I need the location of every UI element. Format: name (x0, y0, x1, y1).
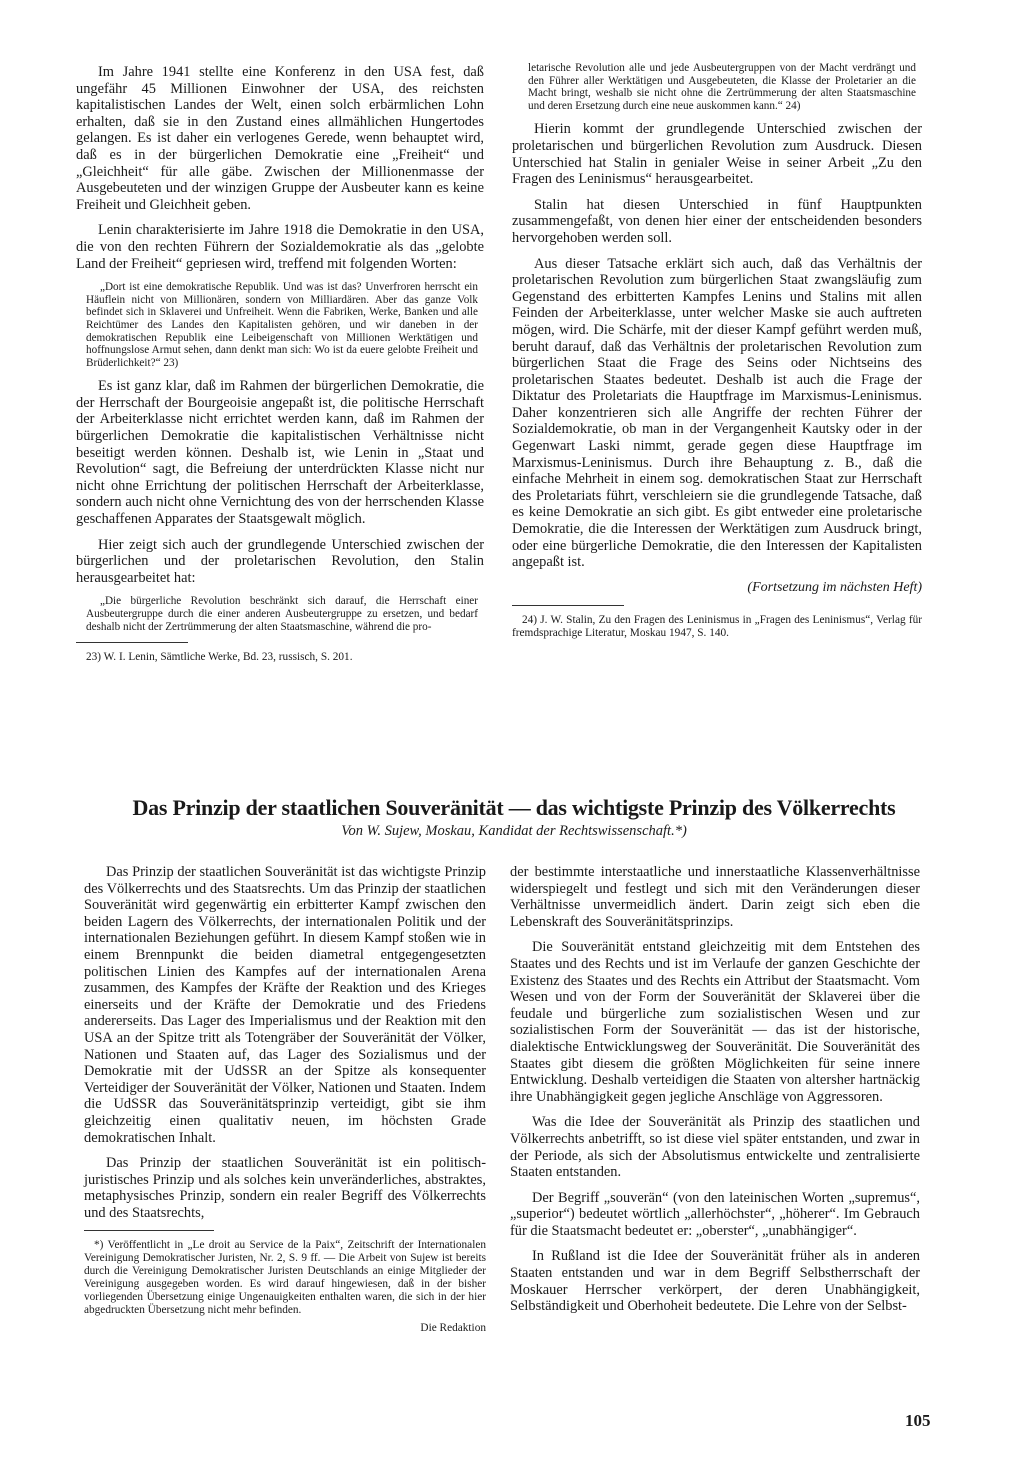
quote-text: „Die bürgerliche Revolution beschränkt sich darauf, die Herrschaft einer Ausbeutergruppe durch die einer anderen Ausbeutergruppe zu ersetzen, und bedarf deshalb nicht der Zertrümmerung der alten Staatsmaschine, während die pro- (86, 595, 478, 633)
footnote-23 (76, 651, 484, 664)
paragraph: der bestimmte interstaatliche und innerstaatliche Klassenverhältnisse widerspiegelt und festlegt und sich mit den Veränderungen dieser Verhältnisse unvermeidlich ändert. Darin zeigt sich eben die Lebenskraft des Souveränitätsprinzips. (510, 864, 920, 930)
footnote-text: 24) J. W. Stalin, Zu den Fragen des Leninismus in „Fragen des Leninismus“, Verlag für fremdsprachige Literatur, Moskau 1947, S. 140. (512, 614, 922, 640)
paragraph: Stalin hat diesen Unterschied in fünf Hauptpunkten zusammengefaßt, von denen hier einer der entscheidenden besonders hervorgehoben werden soll. (512, 196, 922, 246)
page-number: 105 (905, 1411, 931, 1430)
continuation-note: (Fortsetzung im nächsten Heft) (747, 579, 922, 595)
paragraph: Das Prinzip der staatlichen Souveränität ist ein politisch-juristisches Prinzip und als solches kein unveränderliches, abstraktes, metaphysisches Prinzip, sondern ein realer Begriff des Völkerrechts und des Staatsrechts, (84, 1155, 486, 1221)
editor-signature: Die Redaktion (420, 1322, 486, 1335)
top-right-column (512, 62, 922, 640)
paragraph: Aus dieser Tatsache erklärt sich auch, daß das Verhältnis der proletarischen Revolution zum bürgerlichen Staat zwangsläufig zum Gegenstand des erbitterten Kampfes Lenins und Stalins mit allen Feinden der Arbeiterklasse, unter welcher Maske sie auch auftreten mögen, wird. Die Schärfe, mit der dieser Kampf geführt werden muß, beruht darauf, daß das Verhältnis der proletarischen Revolution zum bürgerlichen Staat die Frage des Seins oder Nichtseins des proletarischen Staates bedeutet. Deshalb ist auch die Frage der Diktatur des Proletariats die Hauptfrage im Marxismus-Leninismus. Daher konzentrieren sich alle Angriffe der rechten Führer der Sozialdemokratie, ob man in der Vergangenheit Kautsky oder in der Gegenwart Laski nimmt, gerade gegen diese Hauptfrage im Marxismus-Leninismus. Durch ihre Behauptung z. B., daß die einfache Mehrheit in einem sog. demokratischen Staat zur Herrschaft des Proletariats führt, verschleiern sie die grundlegende Tatsache, daß es keine Demokratie an sich gibt. Es gibt entweder eine proletarische Demokratie, die die Interessen der Werktätigen zum Ausdruck bringt, oder eine bürgerliche Demokratie, die den Interessen der Kapitalisten angepaßt ist. (512, 255, 922, 571)
footnote-divider (84, 1230, 214, 1231)
paragraph: Was die Idee der Souveränität als Prinzip des staatlichen und Völkerrechts anbetrifft, so ist diese viel später entstanden, und zwar in der Periode, als sich der Absolutismus entwickelte und zentralisierte Staaten entstanden. (510, 1114, 920, 1181)
footnote-star (84, 1239, 486, 1317)
footnote-text: 23) W. I. Lenin, Sämtliche Werke, Bd. 23, russisch, S. 201. (86, 651, 353, 664)
paragraph: Der Begriff „souverän“ (von den lateinischen Worten „supremus“, „superior“) bedeutet wörtlich „allerhöchster“, „höherer“. Im Gebrauch für die Staatsmacht bedeutet er: „oberster“, „unabhängiger“. (510, 1189, 920, 1239)
paragraph: Das Prinzip der staatlichen Souveränität ist das wichtigste Prinzip des Völkerrechts und des Staatsrechts. Um das Prinzip der staatlichen Souveränität wird gegenwärtig ein erbitterter Kampf zwischen den beiden Lagern des Völkerrechts, der internationalen Politik und der internationalen Beziehungen geführt. In diesem Kampf stoßen wie in einem Brennpunkt die beiden diametral entgegengesetzten politischen Linien des Kampfes auf der internationalen Arena zusammen, des Kampfes der Kräfte der Reaktion und des Krieges einerseits und der Kräfte der Demokratie und des Friedens andererseits. Das Lager des Imperialismus und der Reaktion mit den USA an der Spitze tritt als Totengräber der Souveränität der Völker, Nationen und Staaten auf, das Lager des Sozialismus und der Demokratie mit der UdSSR an der Spitze als konsequenter Verteidiger der Souveränität der Völker, Nationen und Staaten. Indem die UdSSR das Souveränitätsprinzip verteidigt, gibt sie ihm gleichzeitig einen qualitativ neuen, im höchsten Grade demokratischen Inhalt. (84, 864, 486, 1146)
paragraph: Hier zeigt sich auch der grundlegende Unterschied zwischen der bürgerlichen und der proletarischen Revolution, den Stalin herausgearbeitet hat: (76, 536, 484, 586)
article-left-column (84, 864, 486, 1346)
stalin-quote-end (528, 62, 916, 112)
quote-text: letarische Revolution alle und jede Ausbeutergruppen von der Macht verdrängt und den Führer aller Werktätigen und Ausgebeuteten, die Klasse der Proletarier an die Macht bringt, weshalb sie nicht ohne die Zertrümmerung der alten Staatsmaschine und deren Ersetzung durch eine neue auskommen kann.“ 24) (528, 62, 916, 112)
article-title: Das Prinzip der staatlichen Souveränität — das wichtigste Prinzip des Völkerrechts (132, 795, 896, 820)
paragraph: Es ist ganz klar, daß im Rahmen der bürgerlichen Demokratie, die der Herrschaft der Bourgeoisie angepaßt ist, die politische Herrschaft der Arbeiterklasse nicht errichtet werden kann, daß im Rahmen der bürgerlichen Demokratie die kapitalistischen Verhältnisse nicht beseitigt werden können. Deshalb ist, wie Lenin in „Staat und Revolution“ sagt, die Befreiung der unterdrückten Klasse nicht nur nicht ohne Errichtung der politischen Herrschaft der Arbeiterklasse, sondern auch nicht ohne Vernichtung des von der herrschenden Klasse geschaffenen Apparates der Staatsgewalt möglich. (76, 378, 484, 528)
stalin-quote-start (86, 595, 478, 633)
article-right-column (510, 864, 920, 1324)
article-byline: Von W. Sujew, Moskau, Kandidat der Rechtswissenschaft.*) (341, 823, 687, 839)
paragraph: Im Jahre 1941 stellte eine Konferenz in den USA fest, daß ungefähr 45 Millionen Einwohner der USA, des reichsten kapitalistischen Landes der Welt, einen solch erbärmlichen Lohn erhalten, daß sie in den Zustand eines allmählichen Hungertodes gelangen. Es ist daher ein verlogenes Gerede, wenn behauptet wird, daß es in der bürgerlichen Demokratie eine „Freiheit“ und „Gleichheit“ für alle gäbe. Zwischen der Millionenmasse der Ausgebeuteten und der winzigen Gruppe der Ausbeuter kann es keine Freiheit und Gleichheit geben. (76, 64, 484, 213)
paragraph: Die Souveränität entstand gleichzeitig mit dem Entstehen des Staates und des Rechts und ist im Verlaufe der ganzen Geschichte der Existenz des Staates und des Rechts ein Attribut der Staatsmacht. Vom Wesen und von der Form der Souveränität der Sklaverei über die feudale und bürgerliche zum sozialistischen Wesen und zur sozialistischen Form der Souveränität — das ist der historische, dialektische Entwicklungsweg der Souveränität. Die Souveränität des Staates gibt diesem die größten Möglichkeiten für seine innere Entwicklung. Deshalb verteidigen die Staaten von altersher hartnäckig ihre Unabhängigkeit gegen jegliche Anschläge von Aggressoren. (510, 939, 920, 1105)
footnote-divider (512, 605, 624, 606)
footnote-24 (512, 614, 922, 640)
paragraph: Lenin charakterisierte im Jahre 1918 die Demokratie in den USA, die von den rechten Führern der Sozialdemokratie als das „gelobte Land der Freiheit“ gepriesen wird, treffend mit folgenden Worten: (76, 222, 484, 272)
paragraph: Hierin kommt der grundlegende Unterschied zwischen der proletarischen und bürgerlichen Revolution zum Ausdruck. Diesen Unterschied hat Stalin in genialer Weise in seiner Arbeit „Zu den Fragen des Leninismus“ herausgearbeitet. (512, 121, 922, 188)
footnote-divider (76, 642, 188, 643)
paragraph: In Rußland ist die Idee der Souveränität früher als in anderen Staaten entstanden und war in dem Begriff Selbstherrschaft der Moskauer Herrscher verkörpert, der deren Unabhängigkeit, Selbständigkeit und Oberhoheit bedeutete. Die Lehre von der Selbst- (510, 1248, 920, 1315)
top-left-column (76, 64, 484, 664)
footnote-text: *) Veröffentlicht in „Le droit au Service de la Paix“, Zeitschrift der Internationalen Vereinigung Demokratischer Juristen, Nr. 2, S. 9 ff. — Die Arbeit von Sujew ist bereits durch die Vereinigung Demokratischer Juristen Deutschlands an einige Mitglieder der Vereinigung ausgegeben worden. Es wird darauf hingewiesen, daß in der bisher vorliegenden Übersetzung einige Ungenauigkeiten enthalten waren, die sich in der hier abgedruckten Übersetzung nicht mehr befinden. (84, 1239, 486, 1317)
lenin-quote (86, 281, 478, 369)
quote-text: „Dort ist eine demokratische Republik. Und was ist das? Unverfroren herrscht ein Häuflein nicht von Millionären, sondern von Milliardären. Aber das ganze Volk befindet sich in Sklaverei und Unfreiheit. Wenn die Fabriken, Werke, Banken und alle Reichtümer des Landes den Kapitalisten gehören, und wir daneben in der demokratischen Republik eine Leibeigenschaft von Millionen Werktätigen und hoffnungslose Armut sehen, dann denkt man sich: Wo ist da euere gelobte Freiheit und Brüderlichkeit?“ 23) (86, 281, 478, 369)
